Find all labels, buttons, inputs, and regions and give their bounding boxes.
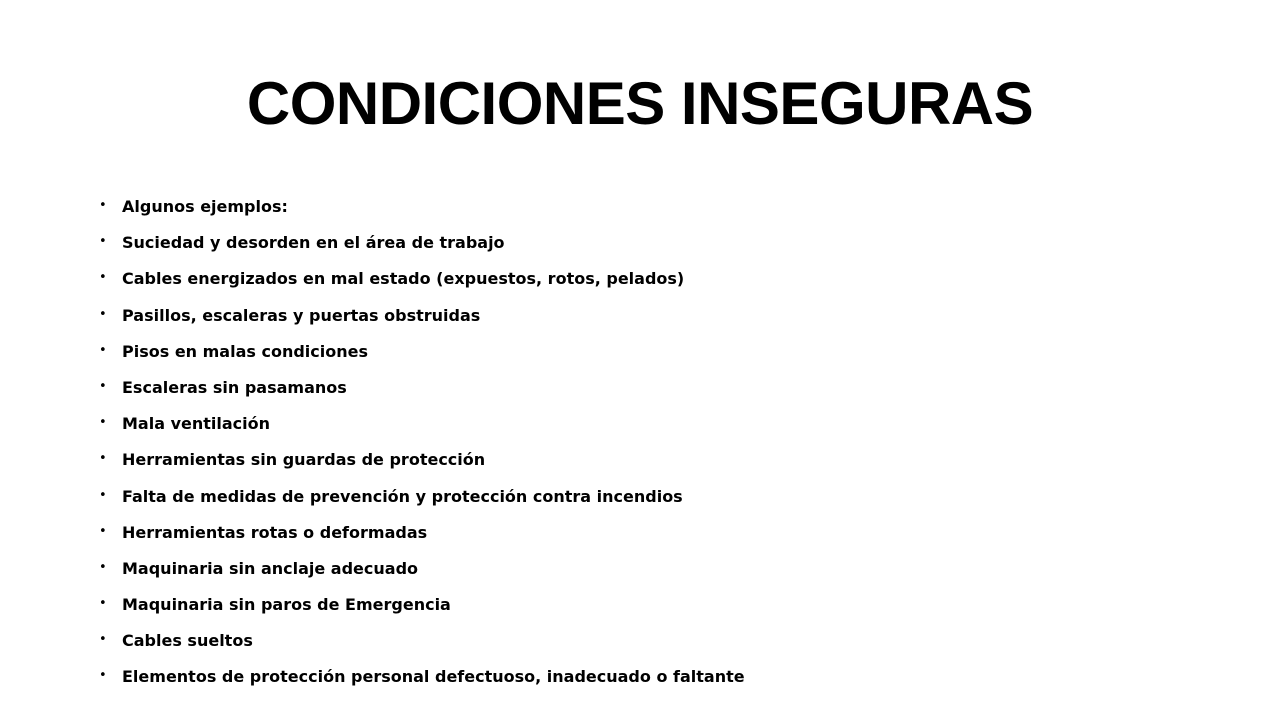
list-item [96, 479, 1216, 515]
list-item [96, 334, 1216, 370]
list-item-text: Pasillos, escaleras y puertas obstruidas [122, 305, 481, 325]
bullet-icon: • [99, 451, 107, 467]
list-item [96, 623, 1216, 659]
list-item [96, 370, 1216, 406]
list-item [96, 515, 1216, 551]
list-item [96, 442, 1216, 478]
slide-title: CONDICIONES INSEGURAS [246, 70, 1034, 137]
list-item [96, 659, 1216, 695]
list-item [96, 261, 1216, 297]
list-item-text: Maquinaria sin paros de Emergencia [122, 595, 451, 615]
list-item-text: Elementos de protección personal defectuoso, inadecuado o faltante [122, 667, 745, 687]
bullet-icon: • [99, 234, 107, 250]
list-item-text: Herramientas rotas o deformadas [122, 522, 428, 542]
bullet-icon: • [99, 523, 107, 539]
list-item-text: Suciedad y desorden en el área de trabajo [122, 233, 505, 253]
bullet-icon: • [99, 270, 107, 286]
bullet-icon: • [99, 668, 107, 684]
list-item-text: Algunos ejemplos: [122, 197, 288, 216]
bullet-icon: • [99, 198, 107, 213]
list-item [96, 406, 1216, 442]
bullet-icon: • [99, 306, 107, 322]
bullet-icon: • [99, 378, 107, 394]
list-item [96, 189, 1216, 225]
list-item-text: Falta de medidas de prevención y protección contra incendios [122, 486, 683, 506]
list-item-text: Cables energizados en mal estado (expuestos, rotos, pelados) [122, 269, 685, 289]
list-item-text: Cables sueltos [122, 631, 253, 651]
list-item-text: Maquinaria sin anclaje adecuado [122, 558, 419, 578]
list-item [96, 587, 1216, 623]
list-item-text: Pisos en malas condiciones [122, 341, 369, 361]
list-item [96, 551, 1216, 587]
bullet-icon: • [99, 596, 107, 612]
bullet-icon: • [99, 415, 107, 431]
bullet-list [96, 189, 1216, 696]
list-item [96, 298, 1216, 334]
bullet-icon: • [99, 342, 107, 358]
bullet-icon: • [99, 487, 107, 503]
list-item-text: Escaleras sin pasamanos [122, 377, 347, 397]
bullet-icon: • [99, 559, 107, 575]
list-item-text: Mala ventilación [122, 414, 271, 434]
bullet-icon: • [99, 632, 107, 648]
list-item [96, 225, 1216, 261]
list-item-text: Herramientas sin guardas de protección [122, 450, 486, 470]
